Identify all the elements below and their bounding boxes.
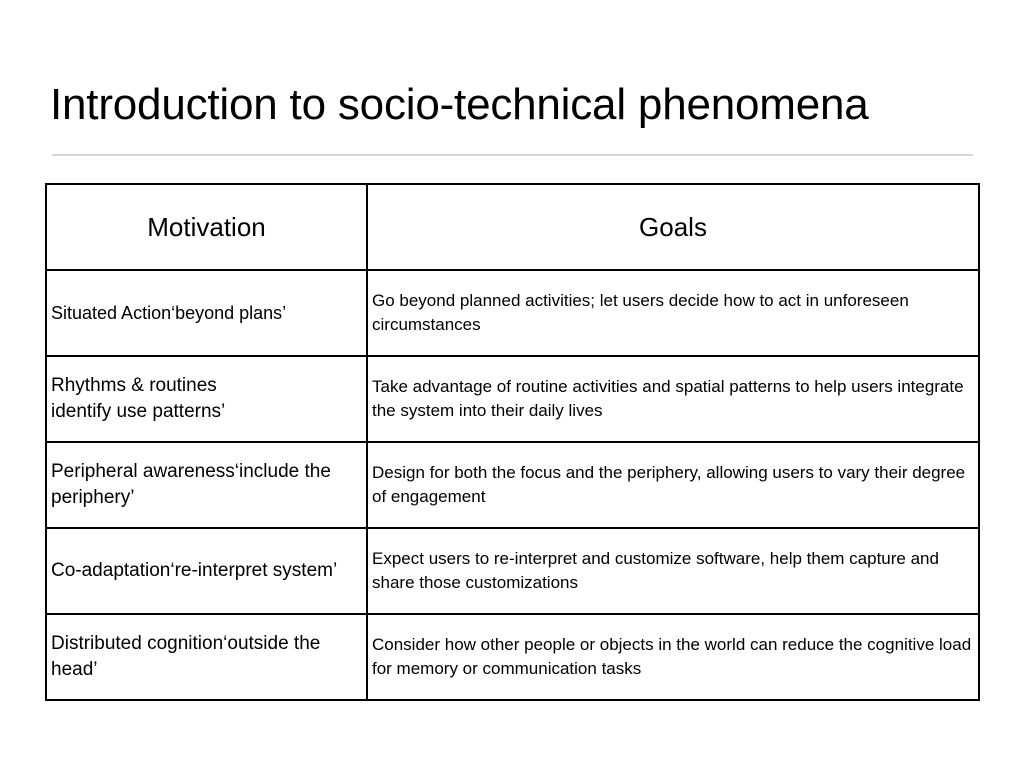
goal-cell: Go beyond planned activities; let users decide how to act in unforeseen circumstances (367, 270, 979, 356)
goal-cell: Consider how other people or objects in the world can reduce the cognitive load for memory or communication tasks (367, 614, 979, 700)
goal-cell: Expect users to re-interpret and customize software, help them capture and share those customizations (367, 528, 979, 614)
title-divider (52, 154, 973, 156)
motivation-line: identify use patterns’ (51, 401, 226, 422)
table-row (46, 614, 979, 700)
header-goals: Goals (367, 184, 979, 270)
motivation-line: Rhythms & routines (51, 375, 217, 396)
motivation-cell: Peripheral awareness‘include the periphery’ (46, 442, 367, 528)
table-row (46, 528, 979, 614)
motivation-cell (46, 356, 367, 442)
slide-title: Introduction to socio-technical phenomena (50, 80, 869, 129)
header-motivation: Motivation (46, 184, 367, 270)
motivation-cell: Situated Action‘beyond plans’ (46, 270, 367, 356)
table-row (46, 270, 979, 356)
phenomena-table (45, 183, 980, 701)
motivation-cell: Co-adaptation‘re-interpret system’ (46, 528, 367, 614)
table-row (46, 356, 979, 442)
motivation-cell: Distributed cognition‘outside the head’ (46, 614, 367, 700)
table-header-row (46, 184, 979, 270)
goal-cell: Design for both the focus and the periphery, allowing users to vary their degree of engagement (367, 442, 979, 528)
goal-cell: Take advantage of routine activities and spatial patterns to help users integrate the system into their daily lives (367, 356, 979, 442)
table-row (46, 442, 979, 528)
